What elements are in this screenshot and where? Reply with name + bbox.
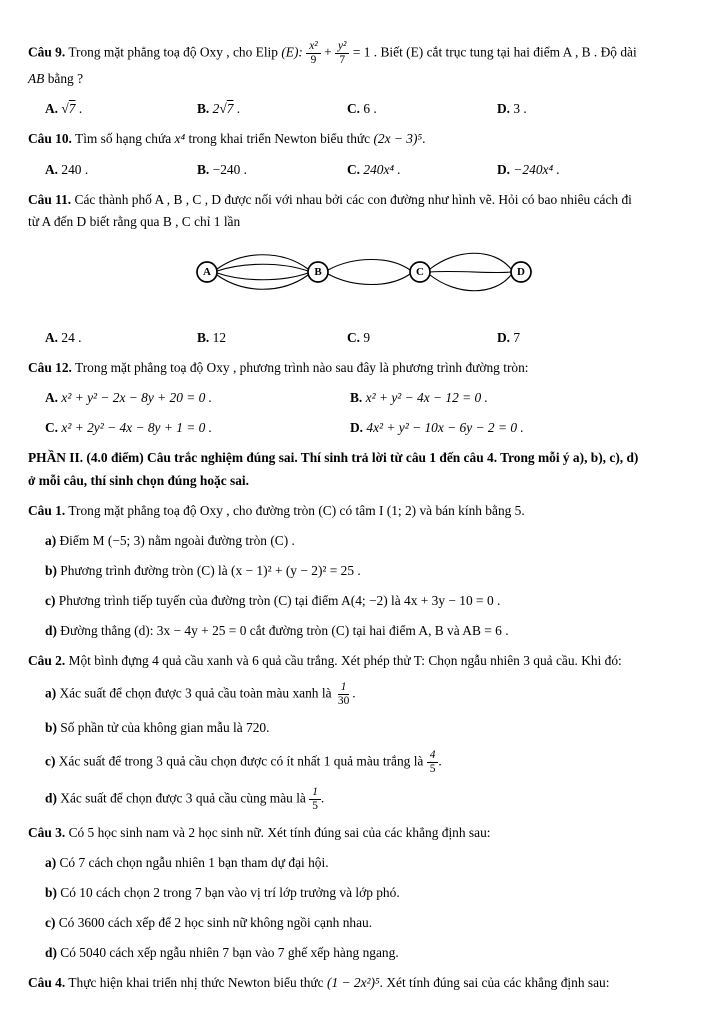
numerator: 1: [309, 786, 321, 800]
item-period: .: [320, 790, 325, 806]
tf-question-3-item-b: [28, 883, 699, 903]
question-11-label: Câu 11.: [28, 191, 72, 207]
radical-sign: √: [61, 101, 69, 117]
item-letter: a): [45, 685, 57, 701]
item-letter: b): [45, 885, 57, 901]
option-letter: B.: [197, 161, 210, 177]
option-letter: A.: [45, 329, 59, 345]
question-10-option-b: [197, 160, 347, 180]
numerator: y²: [335, 40, 349, 54]
question-10-option-c: [347, 160, 497, 180]
item-text: Phương trình đường tròn (C) là (x − 1)² + (y − 2)² = 25 .: [56, 562, 361, 578]
edge-cd-2: [430, 271, 511, 272]
tf-question-2-item-a: [28, 681, 699, 708]
node-d-label: D: [516, 265, 525, 278]
denominator: 7: [339, 54, 346, 67]
item-letter: d): [45, 623, 57, 639]
item-text: Điểm M (−5; 3) nằm ngoài đường tròn (C) .: [56, 532, 295, 548]
tf-question-1-text: Trong mặt phẳng toạ độ Oxy , cho đường tròn (C) có tâm I (1; 2) và bán kính bằng 5.: [65, 502, 525, 518]
coefficient: 2: [212, 101, 220, 117]
item-letter: b): [45, 720, 57, 736]
question-11-option-b: [197, 328, 347, 348]
question-9-line-2: [28, 69, 699, 89]
question-11-line-2: [28, 212, 699, 232]
denominator: 5: [312, 799, 318, 812]
question-9-option-a: [45, 99, 197, 119]
question-9-option-d: [497, 99, 699, 119]
question-12-option-c: [45, 418, 350, 438]
ab-variable: AB: [28, 71, 45, 87]
question-10-text-1: Tìm số hạng chứa: [71, 131, 175, 147]
tf-question-2-label: Câu 2.: [28, 653, 66, 669]
question-10-label: Câu 10.: [28, 131, 72, 147]
question-10-line: [28, 129, 699, 149]
numerator: 4: [427, 749, 439, 763]
question-11-option-c: [347, 328, 497, 348]
question-10-text-2: trong khai triển Newton biểu thức: [185, 131, 374, 147]
radicand: 7: [68, 101, 76, 117]
part-2-heading-line-1: [28, 448, 699, 468]
binomial-expression: (2x − 3)⁵: [373, 131, 423, 147]
option-text: 6 .: [363, 101, 377, 117]
question-9-elip-symbol: (E):: [281, 44, 303, 60]
question-12-line: [28, 358, 699, 378]
fraction-1-over-30: [335, 681, 352, 708]
tf-question-1-item-b: [28, 561, 699, 581]
item-text: Xác suất để chọn được 3 quả cầu cùng màu là: [56, 790, 310, 806]
edge-ab-3: [217, 273, 308, 280]
tf-question-3-item-d: [28, 943, 699, 963]
radical-sign: √: [219, 101, 227, 117]
question-11-text-2: từ A đến D biết rằng qua B , C chỉ 1 lần: [28, 213, 241, 229]
option-text: x² + y² − 4x − 12 = 0 .: [365, 390, 488, 406]
option-text: x² + 2y² − 4x − 8y + 1 = 0 .: [61, 420, 213, 436]
question-11-option-d: [497, 328, 699, 348]
tf-question-4-text-1: Thực hiện khai triển nhị thức Newton biểu thức: [65, 975, 327, 991]
tf-question-1-line: [28, 501, 699, 521]
tf-question-2-item-d: [28, 786, 699, 813]
numerator: 1: [338, 681, 350, 695]
tf-question-3-text: Có 5 học sinh nam và 2 học sinh nữ. Xét tính đúng sai của các khẳng định sau:: [65, 824, 491, 840]
question-12-option-a: [45, 388, 350, 408]
tf-question-1-item-c: [28, 591, 699, 611]
option-letter: B.: [197, 329, 210, 345]
tf-question-4-text-2: . Xét tính đúng sai của các khẳng định sau:: [379, 975, 610, 991]
roads-graph-diagram: [194, 236, 534, 308]
tf-question-4-label: Câu 4.: [28, 975, 66, 991]
option-letter: C.: [45, 420, 59, 436]
edge-cd-3: [430, 275, 511, 291]
binomial-expression: (1 − 2x²)⁵: [326, 975, 380, 991]
x4-term: x⁴: [174, 131, 186, 147]
item-letter: c): [45, 915, 56, 931]
tf-question-1-label: Câu 1.: [28, 502, 66, 518]
tf-question-2-line: [28, 651, 699, 671]
question-9-text-1: Trong mặt phẳng toạ độ Oxy , cho Elip: [65, 44, 282, 60]
tf-question-4-line: [28, 973, 699, 993]
question-11-text-1: Các thành phố A , B , C , D được nối với nhau bởi các con đường như hình vẽ. Hỏi có bao nhiêu cách đi: [71, 191, 632, 207]
fraction-x2-over-9: [306, 40, 320, 67]
item-text: Có 5040 cách xếp ngẫu nhiên 7 bạn vào 7 ghế xếp hàng ngang.: [56, 945, 399, 961]
tf-question-3-item-a: [28, 853, 699, 873]
equals-one: = 1 .: [352, 44, 378, 60]
plus-sign: +: [324, 44, 332, 60]
tf-question-1-item-d: [28, 621, 699, 641]
question-10-options: [28, 160, 699, 180]
item-letter: d): [45, 945, 57, 961]
item-period: .: [352, 685, 356, 701]
edge-bc-1: [328, 259, 410, 270]
question-9-label: Câu 9.: [28, 44, 66, 60]
option-letter: C.: [347, 161, 361, 177]
question-10-option-a: [45, 160, 197, 180]
question-10-text-3: .: [422, 131, 426, 147]
edge-cd-1: [430, 253, 511, 269]
option-letter: A.: [45, 161, 59, 177]
option-text: 240x⁴ .: [363, 161, 401, 177]
question-12-options: [28, 388, 699, 438]
denominator: 30: [337, 695, 350, 708]
item-text: Có 7 cách chọn ngẫu nhiên 1 bạn tham dự đại hội.: [56, 855, 329, 871]
part-2-heading-text-2: ở mỗi câu, thí sinh chọn đúng hoặc sai.: [28, 472, 249, 488]
question-11-options: [28, 328, 699, 348]
item-period: .: [438, 753, 442, 769]
option-letter: C.: [347, 101, 361, 117]
question-12-option-d: [350, 418, 699, 438]
item-text: Xác suất để trong 3 quả cầu chọn được có ít nhất 1 quả màu trắng là: [55, 753, 427, 769]
option-letter: B.: [197, 101, 210, 117]
denominator: 9: [310, 54, 317, 67]
option-period: .: [236, 101, 241, 117]
option-letter: A.: [45, 390, 59, 406]
numerator: x²: [306, 40, 320, 54]
option-letter: C.: [347, 329, 361, 345]
denominator: 5: [429, 762, 436, 775]
node-a-label: A: [202, 265, 211, 278]
edge-ab-2: [217, 264, 308, 271]
tf-question-2-item-c: [28, 749, 699, 776]
question-10-option-d: [497, 160, 699, 180]
item-text: Có 3600 cách xếp để 2 học sinh nữ không ngồi cạnh nhau.: [55, 915, 373, 931]
fraction-4-over-5: [427, 748, 442, 776]
sqrt-expression: [61, 101, 75, 116]
option-letter: D.: [497, 101, 511, 117]
fraction-y2-over-7: [335, 40, 349, 67]
node-c-label: C: [415, 265, 424, 278]
tf-question-3-item-c: [28, 913, 699, 933]
question-9-line-1: [28, 40, 699, 67]
item-letter: c): [45, 753, 56, 769]
question-12-label: Câu 12.: [28, 360, 72, 376]
item-text: Đường thẳng (d): 3x − 4y + 25 = 0 cắt đường tròn (C) tại hai điểm A, B và AB = 6 .: [56, 623, 509, 639]
option-text: x² + y² − 2x − 8y + 20 = 0 .: [61, 390, 213, 406]
option-text: 7: [513, 329, 521, 345]
option-letter: B.: [350, 390, 363, 406]
edge-bc-2: [328, 274, 410, 285]
option-text: 4x² + y² − 10x − 6y − 2 = 0 .: [366, 420, 524, 436]
roads-diagram-container: [28, 236, 699, 314]
question-9-text-2: Biết (E) cắt trục tung tại hai điểm A , B . Độ dài: [377, 44, 637, 60]
node-b-label: B: [313, 265, 322, 278]
part-2-heading-line-2: [28, 471, 699, 491]
item-letter: d): [45, 790, 57, 806]
option-text: −240 .: [212, 161, 247, 177]
question-9-options: [28, 99, 699, 119]
option-text: −240x⁴ .: [513, 161, 560, 177]
radicand: 7: [226, 101, 234, 117]
question-9-option-b: [197, 99, 347, 119]
fraction-1-over-5: [309, 786, 321, 813]
tf-question-3-label: Câu 3.: [28, 824, 66, 840]
item-text: Có 10 cách chọn 2 trong 7 bạn vào vị trí lớp trưởng và lớp phó.: [56, 885, 400, 901]
item-letter: c): [45, 592, 56, 608]
option-text: 24 .: [61, 329, 82, 345]
question-11-line-1: [28, 190, 699, 210]
question-12-text: Trong mặt phẳng toạ độ Oxy , phương trình nào sau đây là phương trình đường tròn:: [71, 360, 529, 376]
tf-question-2-text: Một bình đựng 4 quả cầu xanh và 6 quả cầu trắng. Xét phép thử T: Chọn ngẫu nhiên 3 quả cầu. Khi đó:: [65, 653, 622, 669]
option-text: 3 .: [513, 101, 527, 117]
item-text: Phương trình tiếp tuyến của đường tròn (C) tại điểm A(4; −2) là 4x + 3y − 10 = 0 .: [55, 592, 501, 608]
option-text: 9: [363, 329, 371, 345]
option-period: .: [78, 101, 83, 117]
question-11-option-a: [45, 328, 197, 348]
question-9-text-3: bằng ?: [44, 71, 84, 87]
sqrt-expression: [213, 101, 234, 116]
item-letter: a): [45, 532, 57, 548]
tf-question-2-item-b: [28, 718, 699, 738]
tf-question-1-item-a: [28, 531, 699, 551]
tf-question-3-line: [28, 823, 699, 843]
option-letter: D.: [497, 329, 511, 345]
item-letter: b): [45, 562, 57, 578]
item-text: Xác suất để chọn được 3 quả cầu toàn màu xanh là: [56, 685, 335, 701]
option-letter: A.: [45, 101, 59, 117]
option-letter: D.: [497, 161, 511, 177]
part-2-heading-text-1: PHẦN II. (4.0 điểm) Câu trắc nghiệm đúng sai. Thí sinh trả lời từ câu 1 đến câu 4. Trong mỗi ý a), b), c), d): [28, 450, 639, 466]
option-letter: D.: [350, 420, 364, 436]
option-text: 240 .: [61, 161, 89, 177]
question-12-option-b: [350, 388, 699, 408]
question-9-option-c: [347, 99, 497, 119]
item-letter: a): [45, 855, 57, 871]
item-text: Số phần tử của không gian mẫu là 720.: [56, 720, 270, 736]
option-text: 12: [212, 329, 227, 345]
